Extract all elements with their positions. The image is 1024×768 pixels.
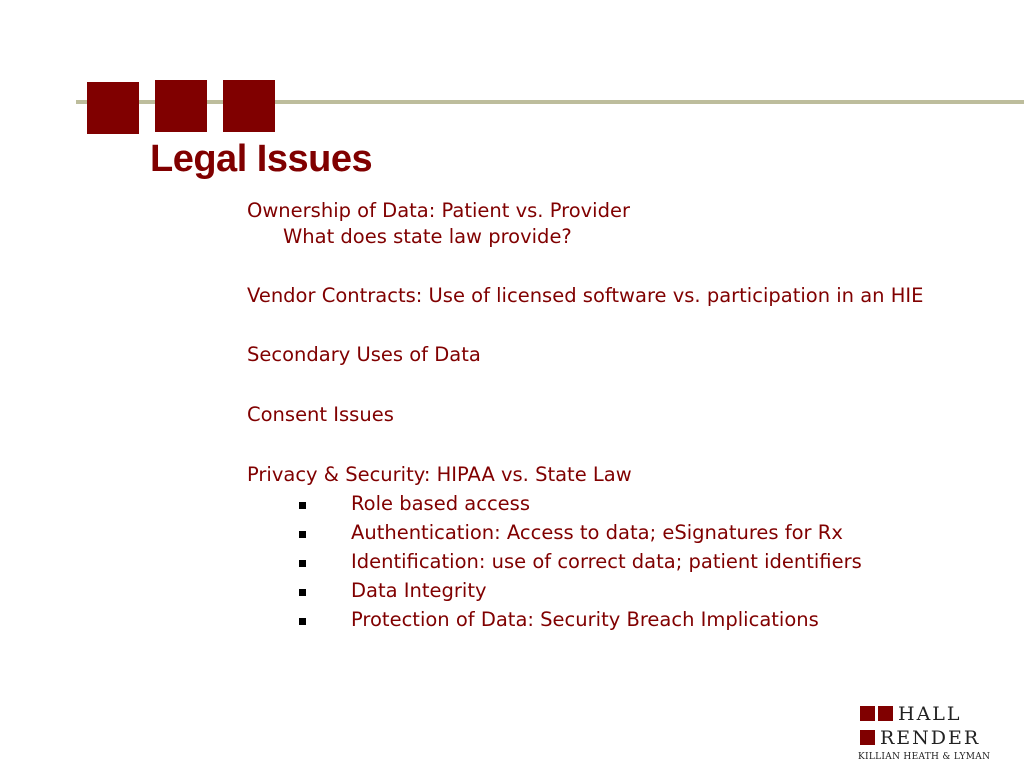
item-consent: Consent Issues — [247, 403, 394, 426]
square-bullet-icon — [299, 560, 306, 567]
bullet-text: Identification: use of correct data; patient identifiers — [351, 550, 862, 573]
header-rule — [76, 100, 1024, 104]
square-bullet-icon — [299, 531, 306, 538]
bullet-item — [247, 608, 947, 632]
bullet-item — [247, 521, 947, 545]
slide-body — [247, 198, 947, 637]
item-secondary-uses: Secondary Uses of Data — [247, 343, 481, 366]
decor-square-2 — [155, 80, 207, 132]
logo-tagline: KILLIAN HEATH & LYMAN — [858, 752, 991, 762]
bullet-text: Authentication: Access to data; eSignatures for Rx — [351, 521, 843, 544]
item-privacy-security: Privacy & Security: HIPAA vs. State Law — [247, 463, 632, 486]
company-logo — [858, 704, 1014, 764]
logo-word-hall: HALL — [898, 703, 962, 725]
bullet-item — [247, 492, 947, 516]
bullet-text: Protection of Data: Security Breach Implications — [351, 608, 819, 631]
logo-word-render: RENDER — [880, 727, 981, 749]
logo-square-icon — [878, 706, 893, 721]
bullet-item — [247, 579, 947, 603]
bullet-item — [247, 550, 947, 574]
item-ownership-sub: What does state law provide? — [283, 225, 572, 248]
item-vendor-contracts: Vendor Contracts: Use of licensed software vs. participation in an HIE — [247, 284, 924, 307]
slide-title: Legal Issues — [150, 138, 373, 180]
square-bullet-icon — [299, 502, 306, 509]
square-bullet-icon — [299, 618, 306, 625]
item-ownership: Ownership of Data: Patient vs. Provider — [247, 199, 630, 222]
square-bullet-icon — [299, 589, 306, 596]
logo-square-icon — [860, 730, 875, 745]
logo-square-icon — [860, 706, 875, 721]
decor-square-3 — [223, 80, 275, 132]
privacy-bullet-list — [247, 492, 947, 632]
bullet-text: Data Integrity — [351, 579, 487, 602]
bullet-text: Role based access — [351, 492, 530, 515]
decor-square-1 — [87, 82, 139, 134]
